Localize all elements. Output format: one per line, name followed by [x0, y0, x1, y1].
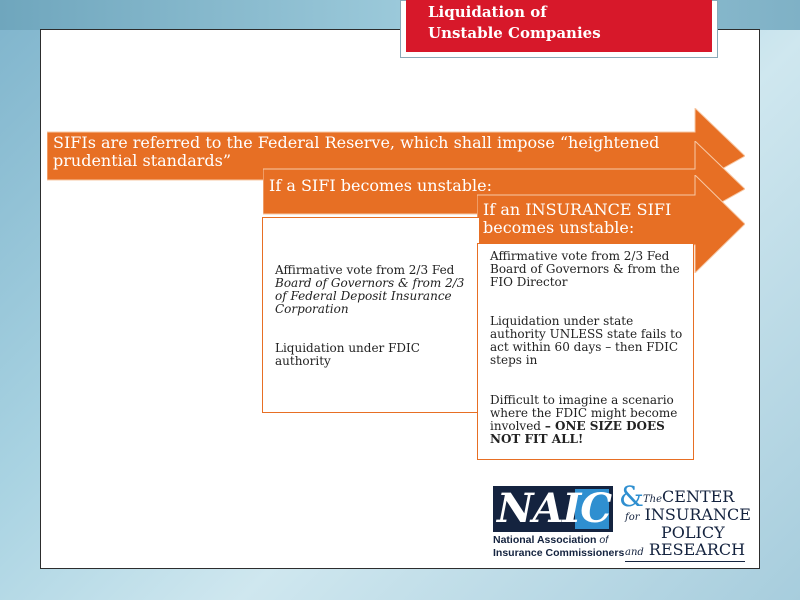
- cipr-logo: [617, 480, 751, 564]
- naic-logo-block: [493, 486, 613, 532]
- arrow-2-text: If a SIFI becomes unstable:: [269, 176, 492, 195]
- naic-name: [493, 534, 624, 560]
- naic-name-of: of: [599, 534, 609, 546]
- cipr-insurance: INSURANCE: [644, 505, 751, 524]
- title-line-2: Unstable Companies: [428, 24, 601, 42]
- sifi-details-box: [262, 217, 480, 413]
- title-line-1: Liquidation of: [428, 3, 547, 21]
- cipr-and: and: [625, 547, 644, 558]
- insurance-vote-text: Affirmative vote from 2/3 Fed Board of Governors & from the FIO Director: [490, 249, 680, 289]
- difficult-intro: Difficult to imagine a scenario where the FDIC might become involved: [490, 393, 678, 433]
- slide-title: [406, 0, 712, 52]
- arrow-1-text: SIFIs are referred to the Federal Reserve, which shall impose “heightened prudential standards”: [53, 133, 660, 170]
- cipr-ampersand: &: [619, 480, 644, 513]
- cipr-line-research: [625, 541, 745, 562]
- insurance-details-box: [477, 243, 694, 460]
- naic-wordmark: NAIC: [497, 485, 612, 532]
- sifi-vote-intro: Affirmative vote from 2/3 Fed: [275, 263, 455, 277]
- sifi-vote-italic: Board of Governors & from 2/3 of Federal Deposit Insurance Corporation: [275, 276, 465, 316]
- arrow-3-text-line-1: If an INSURANCE SIFI: [483, 200, 672, 219]
- difficult-bold: – ONE SIZE DOES NOT FIT ALL!: [490, 419, 665, 446]
- naic-name-line2: Insurance Commissioners: [493, 547, 625, 559]
- cipr-research: RESEARCH: [648, 540, 746, 559]
- sifi-liquidation-text: Liquidation under FDIC authority: [275, 341, 420, 368]
- naic-logo: [493, 485, 625, 564]
- cipr-for: for: [625, 512, 640, 523]
- cipr-center: CENTER: [662, 487, 735, 506]
- insurance-difficult-text: [490, 394, 686, 446]
- sifi-vote-text: [275, 264, 471, 316]
- cipr-policy: POLICY: [661, 523, 725, 542]
- insurance-liquidation-text: Liquidation under state authority UNLESS state fails to act within 60 days – then FDIC steps in: [490, 314, 683, 367]
- arrow-3-text-line-2: becomes unstable:: [483, 218, 635, 237]
- cipr-the: The: [643, 494, 663, 505]
- naic-name-line1: National Association: [493, 534, 597, 546]
